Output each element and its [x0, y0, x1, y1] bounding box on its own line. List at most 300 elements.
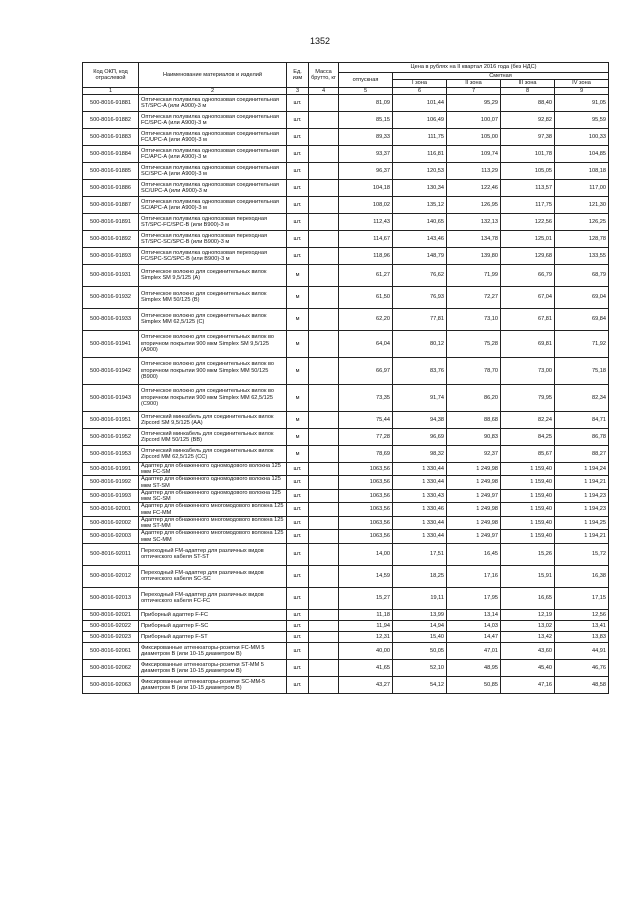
table-body	[83, 94, 609, 693]
item-mass	[309, 286, 339, 308]
zone-1-price: 50,05	[393, 642, 447, 659]
item-unit: м	[287, 357, 309, 384]
item-name: Адаптер для обнаженного одномодового волокна 125 мкм SC-SM	[139, 489, 287, 503]
item-code: 500-8016-91892	[83, 230, 139, 247]
zone-3-price: 113,57	[501, 179, 555, 196]
release-price: 61,50	[339, 286, 393, 308]
item-mass	[309, 620, 339, 631]
zone-1-price: 111,75	[393, 128, 447, 145]
zone-1-price: 1 330,44	[393, 516, 447, 530]
item-mass	[309, 145, 339, 162]
header-estimate: Сметная	[393, 73, 609, 80]
item-mass	[309, 213, 339, 230]
zone-1-price: 1 330,44	[393, 530, 447, 544]
zone-2-price: 1 249,97	[447, 530, 501, 544]
zone-2-price: 17,16	[447, 565, 501, 587]
header-zone-2: II зона	[447, 80, 501, 87]
release-price: 61,27	[339, 264, 393, 286]
item-unit: шт.	[287, 128, 309, 145]
table-row	[83, 230, 609, 247]
zone-2-price: 16,45	[447, 543, 501, 565]
zone-4-price: 68,79	[555, 264, 609, 286]
release-price: 81,09	[339, 94, 393, 111]
zone-3-price: 15,91	[501, 565, 555, 587]
table-row	[83, 565, 609, 587]
item-code: 500-8016-91893	[83, 247, 139, 264]
table-row	[83, 411, 609, 428]
release-price: 96,37	[339, 162, 393, 179]
zone-4-price: 117,00	[555, 179, 609, 196]
item-code: 500-8016-91943	[83, 384, 139, 411]
table-row	[83, 676, 609, 693]
release-price: 78,69	[339, 445, 393, 462]
item-unit: м	[287, 384, 309, 411]
zone-3-price: 125,01	[501, 230, 555, 247]
zone-4-price: 121,30	[555, 196, 609, 213]
item-code: 500-8016-91884	[83, 145, 139, 162]
table-row	[83, 213, 609, 230]
item-mass	[309, 162, 339, 179]
item-unit: шт.	[287, 642, 309, 659]
zone-3-price: 1 159,40	[501, 503, 555, 517]
release-price: 11,18	[339, 609, 393, 620]
zone-4-price: 1 194,23	[555, 489, 609, 503]
item-unit: шт.	[287, 247, 309, 264]
item-unit: м	[287, 264, 309, 286]
item-code: 500-8016-91992	[83, 476, 139, 490]
zone-1-price: 96,69	[393, 428, 447, 445]
item-mass	[309, 357, 339, 384]
item-unit: шт.	[287, 462, 309, 476]
zone-2-price: 1 249,98	[447, 462, 501, 476]
zone-4-price: 69,04	[555, 286, 609, 308]
zone-2-price: 13,14	[447, 609, 501, 620]
zone-3-price: 13,02	[501, 620, 555, 631]
item-mass	[309, 264, 339, 286]
zone-1-price: 14,94	[393, 620, 447, 631]
item-name: Переходный FM-адаптер для различных видов оптического кабеля FC-FC	[139, 587, 287, 609]
zone-2-price: 105,00	[447, 128, 501, 145]
column-numbers-row	[83, 87, 609, 94]
item-unit: шт.	[287, 476, 309, 490]
zone-3-price: 1 159,40	[501, 530, 555, 544]
item-code: 500-8016-92022	[83, 620, 139, 631]
zone-3-price: 84,25	[501, 428, 555, 445]
release-price: 64,04	[339, 330, 393, 357]
item-code: 500-8016-91993	[83, 489, 139, 503]
zone-3-price: 97,38	[501, 128, 555, 145]
item-mass	[309, 489, 339, 503]
zone-4-price: 1 194,21	[555, 530, 609, 544]
column-number: 7	[447, 87, 501, 94]
item-name: Приборный адаптер F-ST	[139, 631, 287, 642]
table-row	[83, 357, 609, 384]
zone-3-price: 85,67	[501, 445, 555, 462]
table-row	[83, 94, 609, 111]
zone-1-price: 18,25	[393, 565, 447, 587]
release-price: 104,18	[339, 179, 393, 196]
table-row	[83, 247, 609, 264]
zone-3-price: 117,75	[501, 196, 555, 213]
zone-2-price: 95,29	[447, 94, 501, 111]
table-row	[83, 609, 609, 620]
zone-1-price: 17,51	[393, 543, 447, 565]
zone-3-price: 12,19	[501, 609, 555, 620]
item-unit: шт.	[287, 503, 309, 517]
zone-4-price: 46,76	[555, 659, 609, 676]
zone-2-price: 73,10	[447, 308, 501, 330]
item-name: Переходный FM-адаптер для различных видов оптического кабеля ST-ST	[139, 543, 287, 565]
release-price: 1063,56	[339, 530, 393, 544]
zone-2-price: 113,29	[447, 162, 501, 179]
release-price: 62,20	[339, 308, 393, 330]
item-mass	[309, 609, 339, 620]
item-name: Фиксированные аттенюаторы-розетки SC-MM-5 диаметром В (или 10-15 диаметром В)	[139, 676, 287, 693]
table-row	[83, 330, 609, 357]
item-code: 500-8016-92062	[83, 659, 139, 676]
zone-4-price: 1 194,23	[555, 503, 609, 517]
zone-1-price: 76,93	[393, 286, 447, 308]
item-name: Оптическое волокно для соединительных вилок Simplex MM 62,5/125 (C)	[139, 308, 287, 330]
zone-3-price: 1 159,40	[501, 489, 555, 503]
zone-1-price: 54,12	[393, 676, 447, 693]
column-number: 6	[393, 87, 447, 94]
item-code: 500-8016-92063	[83, 676, 139, 693]
table-row	[83, 642, 609, 659]
item-code: 500-8016-91953	[83, 445, 139, 462]
item-unit: шт.	[287, 587, 309, 609]
release-price: 118,96	[339, 247, 393, 264]
item-mass	[309, 94, 339, 111]
item-mass	[309, 631, 339, 642]
zone-1-price: 130,34	[393, 179, 447, 196]
zone-3-price: 67,81	[501, 308, 555, 330]
item-mass	[309, 565, 339, 587]
item-mass	[309, 384, 339, 411]
item-name: Адаптер для обнаженного многомодового волокна 125 мкм ST-MM	[139, 516, 287, 530]
release-price: 89,33	[339, 128, 393, 145]
item-unit: шт.	[287, 111, 309, 128]
item-name: Оптическая полувилка однопозовая соединительная SC/SPC-A (или A900)-3 м	[139, 162, 287, 179]
header-code: Код ОКП, код отраслевой	[83, 63, 139, 88]
zone-3-price: 101,78	[501, 145, 555, 162]
item-code: 500-8016-91931	[83, 264, 139, 286]
item-name: Оптическая полувилка однопозовая соединительная FC/UPC-A (или A900)-3 м	[139, 128, 287, 145]
zone-4-price: 126,25	[555, 213, 609, 230]
table-row	[83, 384, 609, 411]
column-number: 1	[83, 87, 139, 94]
item-name: Оптическая полувилка однопозовая соединительная SC/APC-A (или A900)-3 м	[139, 196, 287, 213]
zone-1-price: 106,49	[393, 111, 447, 128]
zone-2-price: 71,99	[447, 264, 501, 286]
item-mass	[309, 530, 339, 544]
item-unit: шт.	[287, 94, 309, 111]
zone-2-price: 132,13	[447, 213, 501, 230]
zone-2-price: 122,46	[447, 179, 501, 196]
header-zone-1: I зона	[393, 80, 447, 87]
item-code: 500-8016-92011	[83, 543, 139, 565]
zone-3-price: 1 159,40	[501, 476, 555, 490]
price-table	[82, 62, 609, 694]
item-name: Оптическое волокно для соединительных вилок во вторичном покрытии 900 мкм Simplex SM 9,5/125 (A900)	[139, 330, 287, 357]
zone-2-price: 72,27	[447, 286, 501, 308]
header-price-group: Цена в рублях на II квартал 2016 года (без НДС)	[339, 63, 609, 73]
zone-3-price: 88,40	[501, 94, 555, 111]
item-unit: шт.	[287, 530, 309, 544]
zone-2-price: 14,47	[447, 631, 501, 642]
item-code: 500-8016-91891	[83, 213, 139, 230]
zone-3-price: 45,40	[501, 659, 555, 676]
item-name: Переходный FM-адаптер для различных видов оптического кабеля SC-SC	[139, 565, 287, 587]
zone-3-price: 73,00	[501, 357, 555, 384]
item-mass	[309, 476, 339, 490]
item-name: Оптический минкабель для соединительных вилок Zipcord SM 9,5/125 (AA)	[139, 411, 287, 428]
table-row	[83, 428, 609, 445]
zone-1-price: 140,65	[393, 213, 447, 230]
item-code: 500-8016-92023	[83, 631, 139, 642]
zone-3-price: 67,04	[501, 286, 555, 308]
zone-2-price: 50,85	[447, 676, 501, 693]
item-mass	[309, 659, 339, 676]
item-code: 500-8016-91881	[83, 94, 139, 111]
table-row	[83, 631, 609, 642]
zone-4-price: 108,18	[555, 162, 609, 179]
item-code: 500-8016-91887	[83, 196, 139, 213]
table-row	[83, 162, 609, 179]
zone-2-price: 1 249,98	[447, 503, 501, 517]
item-code: 500-8016-91941	[83, 330, 139, 357]
zone-4-price: 12,56	[555, 609, 609, 620]
item-unit: м	[287, 411, 309, 428]
zone-4-price: 128,78	[555, 230, 609, 247]
item-mass	[309, 587, 339, 609]
item-name: Оптическое волокно для соединительных вилок во вторичном покрытии 900 мкм Simplex MM 62,5/125 (C900)	[139, 384, 287, 411]
zone-3-price: 79,95	[501, 384, 555, 411]
table-row	[83, 286, 609, 308]
zone-1-price: 135,12	[393, 196, 447, 213]
zone-2-price: 88,68	[447, 411, 501, 428]
table-row	[83, 462, 609, 476]
item-code: 500-8016-92013	[83, 587, 139, 609]
item-code: 500-8016-92001	[83, 503, 139, 517]
table-row	[83, 620, 609, 631]
release-price: 14,00	[339, 543, 393, 565]
zone-1-price: 98,32	[393, 445, 447, 462]
item-mass	[309, 330, 339, 357]
zone-4-price: 88,27	[555, 445, 609, 462]
item-code: 500-8016-91951	[83, 411, 139, 428]
item-name: Оптическое волокно для соединительных вилок Simplex MM 50/125 (B)	[139, 286, 287, 308]
zone-2-price: 48,95	[447, 659, 501, 676]
zone-1-price: 15,40	[393, 631, 447, 642]
release-price: 12,31	[339, 631, 393, 642]
item-unit: шт.	[287, 620, 309, 631]
zone-2-price: 1 249,98	[447, 516, 501, 530]
item-unit: шт.	[287, 609, 309, 620]
zone-1-price: 148,79	[393, 247, 447, 264]
zone-1-price: 83,76	[393, 357, 447, 384]
item-name: Оптический минкабель для соединительных вилок Zipcord MM 50/125 (BB)	[139, 428, 287, 445]
item-unit: шт.	[287, 230, 309, 247]
table-row	[83, 587, 609, 609]
zone-2-price: 1 249,98	[447, 476, 501, 490]
item-name: Оптическая полувилка однопозовая соединительная ST/SPC-A (или A900)-3 м	[139, 94, 287, 111]
item-unit: шт.	[287, 196, 309, 213]
header-release-price: отпускная	[339, 73, 393, 88]
item-code: 500-8016-92003	[83, 530, 139, 544]
item-code: 500-8016-92061	[83, 642, 139, 659]
item-code: 500-8016-91933	[83, 308, 139, 330]
column-number: 4	[309, 87, 339, 94]
zone-2-price: 47,01	[447, 642, 501, 659]
release-price: 1063,56	[339, 489, 393, 503]
release-price: 93,37	[339, 145, 393, 162]
zone-4-price: 13,83	[555, 631, 609, 642]
item-code: 500-8016-91991	[83, 462, 139, 476]
zone-1-price: 1 330,43	[393, 489, 447, 503]
zone-4-price: 1 194,24	[555, 462, 609, 476]
zone-1-price: 91,74	[393, 384, 447, 411]
zone-4-price: 86,78	[555, 428, 609, 445]
item-unit: шт.	[287, 565, 309, 587]
zone-1-price: 120,53	[393, 162, 447, 179]
release-price: 1063,56	[339, 503, 393, 517]
item-name: Фиксированные аттенюаторы-розетки ST-MM 5 диаметром В (или 10-15 диаметром В)	[139, 659, 287, 676]
zone-3-price: 66,79	[501, 264, 555, 286]
zone-1-price: 143,46	[393, 230, 447, 247]
zone-3-price: 1 159,40	[501, 516, 555, 530]
item-unit: шт.	[287, 659, 309, 676]
zone-4-price: 75,18	[555, 357, 609, 384]
release-price: 43,27	[339, 676, 393, 693]
table-row	[83, 111, 609, 128]
zone-1-price: 77,81	[393, 308, 447, 330]
release-price: 11,94	[339, 620, 393, 631]
zone-4-price: 1 194,25	[555, 516, 609, 530]
item-mass	[309, 543, 339, 565]
item-mass	[309, 516, 339, 530]
table-row	[83, 476, 609, 490]
zone-2-price: 86,20	[447, 384, 501, 411]
table-row	[83, 516, 609, 530]
zone-4-price: 84,71	[555, 411, 609, 428]
zone-4-price: 82,34	[555, 384, 609, 411]
zone-1-price: 1 330,44	[393, 476, 447, 490]
zone-3-price: 82,24	[501, 411, 555, 428]
column-number: 5	[339, 87, 393, 94]
zone-1-price: 19,11	[393, 587, 447, 609]
zone-3-price: 47,16	[501, 676, 555, 693]
item-unit: шт.	[287, 213, 309, 230]
page-number: 1352	[309, 36, 331, 46]
item-mass	[309, 196, 339, 213]
table-row	[83, 308, 609, 330]
item-unit: шт.	[287, 543, 309, 565]
zone-2-price: 1 249,97	[447, 489, 501, 503]
release-price: 108,02	[339, 196, 393, 213]
zone-2-price: 134,78	[447, 230, 501, 247]
zone-4-price: 95,59	[555, 111, 609, 128]
release-price: 41,65	[339, 659, 393, 676]
item-mass	[309, 308, 339, 330]
item-mass	[309, 179, 339, 196]
item-name: Адаптер для обнаженного одномодового волокна 125 мкм FC-SM	[139, 462, 287, 476]
release-price: 14,59	[339, 565, 393, 587]
table-row	[83, 503, 609, 517]
item-code: 500-8016-91882	[83, 111, 139, 128]
zone-2-price: 90,83	[447, 428, 501, 445]
release-price: 66,97	[339, 357, 393, 384]
table-row	[83, 659, 609, 676]
zone-2-price: 139,80	[447, 247, 501, 264]
release-price: 112,43	[339, 213, 393, 230]
item-mass	[309, 503, 339, 517]
item-name: Оптическая полувилка однопозовая переходная ST/SPC-FC/SPC-B (или B900)-3 м	[139, 213, 287, 230]
item-unit: м	[287, 308, 309, 330]
item-name: Оптическая полувилка однопозовая переходная FC/SPC-SC/SPC-B (или B900)-3 м	[139, 247, 287, 264]
header-zone-3: III зона	[501, 80, 555, 87]
item-code: 500-8016-91942	[83, 357, 139, 384]
item-name: Приборный адаптер F-SC	[139, 620, 287, 631]
item-mass	[309, 428, 339, 445]
item-code: 500-8016-91886	[83, 179, 139, 196]
zone-1-price: 94,38	[393, 411, 447, 428]
column-number: 2	[139, 87, 287, 94]
zone-4-price: 13,41	[555, 620, 609, 631]
zone-3-price: 69,81	[501, 330, 555, 357]
item-mass	[309, 411, 339, 428]
item-name: Адаптер для обнаженного многомодового волокна 125 мкм SC-MM	[139, 530, 287, 544]
zone-3-price: 129,68	[501, 247, 555, 264]
item-name: Адаптер для обнаженного одномодового волокна 125 мкм ST-SM	[139, 476, 287, 490]
release-price: 15,27	[339, 587, 393, 609]
zone-2-price: 17,95	[447, 587, 501, 609]
zone-1-price: 52,10	[393, 659, 447, 676]
zone-2-price: 126,95	[447, 196, 501, 213]
release-price: 1063,56	[339, 476, 393, 490]
item-code: 500-8016-91885	[83, 162, 139, 179]
zone-4-price: 69,84	[555, 308, 609, 330]
item-unit: м	[287, 445, 309, 462]
release-price: 85,15	[339, 111, 393, 128]
table-row	[83, 543, 609, 565]
zone-1-price: 76,62	[393, 264, 447, 286]
zone-4-price: 48,58	[555, 676, 609, 693]
header-name: Наименование материалов и изделий	[139, 63, 287, 88]
zone-4-price: 15,72	[555, 543, 609, 565]
zone-4-price: 71,92	[555, 330, 609, 357]
zone-3-price: 43,60	[501, 642, 555, 659]
table-row	[83, 530, 609, 544]
item-unit: шт.	[287, 489, 309, 503]
item-unit: шт.	[287, 631, 309, 642]
item-name: Оптическая полувилка однопозовая соединительная FC/APC-A (или A900)-3 м	[139, 145, 287, 162]
column-number: 3	[287, 87, 309, 94]
release-price: 114,67	[339, 230, 393, 247]
zone-2-price: 92,37	[447, 445, 501, 462]
zone-1-price: 13,99	[393, 609, 447, 620]
header-unit: Ед. изм	[287, 63, 309, 88]
zone-3-price: 1 159,40	[501, 462, 555, 476]
zone-2-price: 100,07	[447, 111, 501, 128]
zone-2-price: 78,70	[447, 357, 501, 384]
item-unit: шт.	[287, 179, 309, 196]
zone-4-price: 16,38	[555, 565, 609, 587]
table-row	[83, 196, 609, 213]
zone-4-price: 104,85	[555, 145, 609, 162]
item-mass	[309, 642, 339, 659]
zone-1-price: 1 330,46	[393, 503, 447, 517]
